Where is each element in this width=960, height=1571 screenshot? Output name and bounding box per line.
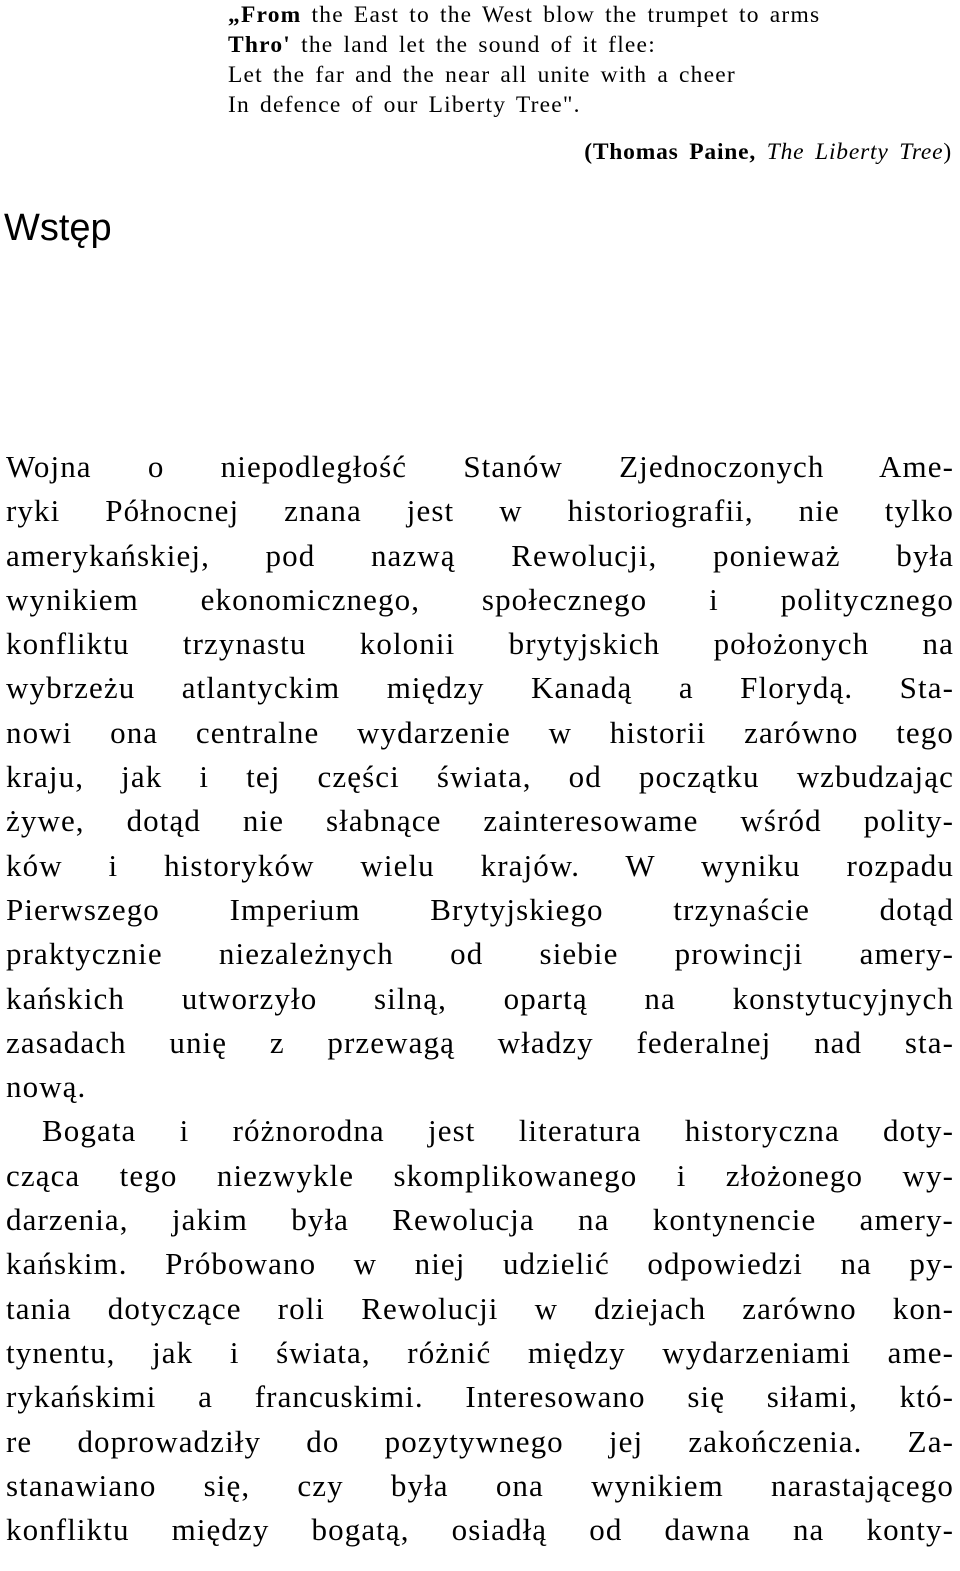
epigraph-line (228, 90, 952, 120)
text-line: cząca tego niezwykle skomplikowanego i złożonego wy- (6, 1157, 954, 1193)
text-line: kraju, jak i tej części świata, od początku wzbudzając (6, 759, 954, 795)
text-line: kańskim. Próbowano w niej udzielić odpowiedzi na py- (6, 1246, 954, 1282)
epigraph (228, 0, 952, 120)
text-line: nową. (6, 1069, 87, 1105)
text-line: Wojna o niepodległość Stanów Zjednoczonych Ame- (6, 449, 954, 484)
epigraph-line (228, 30, 952, 60)
attribution-author: Thomas Paine, (592, 139, 757, 165)
section-heading: Wstęp (4, 207, 112, 249)
epigraph-line-text: the land let the sound of it flee: (291, 32, 656, 58)
text-line: re doprowadziły do pozytywnego jej zakończenia. Za- (6, 1423, 954, 1459)
body-text (6, 445, 954, 1552)
epigraph-line-text: the East to the West blow the trumpet to arms (301, 2, 821, 28)
epigraph-line-text: In defence of our Liberty Tree". (228, 92, 581, 118)
text-line: rykańskimi a francuskimi. Interesowano się siłami, któ- (6, 1379, 954, 1415)
text-line: konfliktu między bogatą, osiadłą od dawna na konty- (6, 1512, 954, 1548)
text-line: amerykańskiej, pod nazwą Rewolucji, ponieważ była (6, 537, 954, 573)
epigraph-line (228, 60, 952, 90)
text-line: stanawiano się, czy była ona wynikiem narastającego (6, 1467, 954, 1503)
text-line: praktycznie niezależnych od siebie prowincji amery- (6, 936, 954, 972)
text-line: zasadach unię z przewagą władzy federalnej nad sta- (6, 1024, 954, 1060)
text-line: kańskich utworzyło silną, opartą na konstytucyjnych (6, 980, 954, 1016)
text-line: Bogata i różnorodna jest literatura historyczna doty- (42, 1113, 954, 1149)
text-line: wynikiem ekonomicznego, społecznego i politycznego (6, 581, 954, 617)
text-line: konfliktu trzynastu kolonii brytyjskich położonych na (6, 626, 954, 662)
text-line: wybrzeżu atlantyckim między Kanadą a Florydą. Sta- (6, 670, 954, 706)
epigraph-line (228, 0, 952, 30)
text-line: Pierwszego Imperium Brytyjskiego trzynaście dotąd (6, 891, 954, 927)
text-line: ków i historyków wielu krajów. W wyniku rozpadu (6, 847, 954, 883)
attribution-open-paren: ( (584, 139, 593, 165)
text-line: ryki Północnej znana jest w historiografii, nie tylko (6, 493, 954, 529)
epigraph-attribution (584, 136, 952, 168)
paragraph (6, 1109, 954, 1552)
paragraph (6, 445, 954, 1109)
text-line: darzenia, jakim była Rewolucja na kontynencie amery- (6, 1202, 954, 1238)
text-line: tynentu, jak i świata, różnić między wydarzeniami ame- (6, 1334, 954, 1370)
epigraph-line-text: Let the far and the near all unite with a cheer (228, 62, 736, 88)
text-line: tania dotyczące roli Rewolucji w dziejach zarówno kon- (6, 1290, 954, 1326)
attribution-work-title: The Liberty Tree (766, 139, 944, 165)
text-line: żywe, dotąd nie słabnące zainteresowame wśród polity- (6, 803, 954, 839)
epigraph-line-lead: „From (228, 2, 302, 28)
epigraph-line-lead: Thro' (228, 32, 292, 58)
attribution-close-paren: ) (943, 139, 952, 165)
text-line: nowi ona centralne wydarzenie w historii zarówno tego (6, 714, 954, 750)
